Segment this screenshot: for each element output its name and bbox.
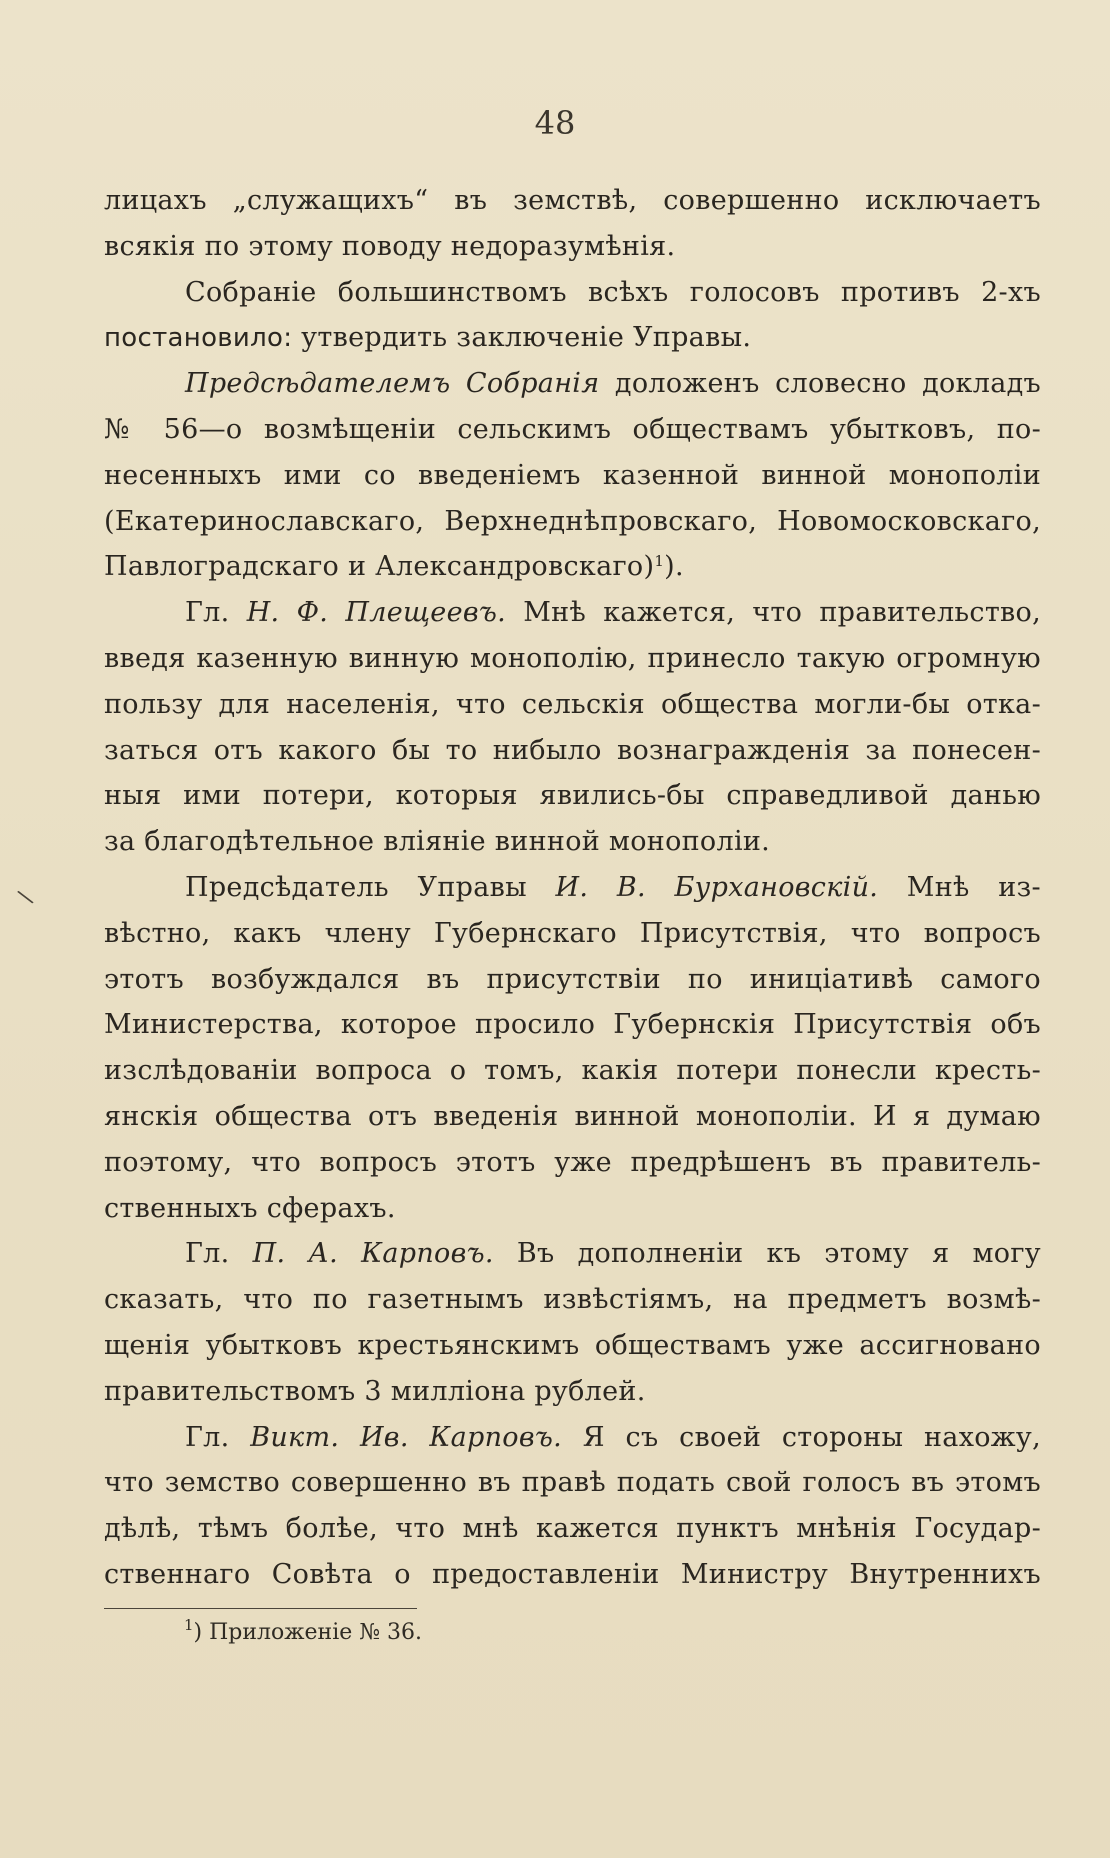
text-line: введя казенную винную монополію, принесло такую огромную <box>104 642 1041 674</box>
text-line: (Екатеринославскаго, Верхнеднѣпровскаго, Новомосковскаго, <box>104 505 1041 537</box>
text-line: сказать, что по газетнымъ извѣстіямъ, на предметъ возмѣ- <box>104 1284 1041 1316</box>
resolution-word: постановило: <box>104 323 293 354</box>
text-line: Гл. П. А. Карповъ. Въ дополненіи къ этому я могу <box>185 1238 1041 1270</box>
text-line: заться отъ какого бы то нибыло вознагражденія за понесен- <box>104 734 1041 766</box>
footnote-ref: 1 <box>654 552 665 571</box>
text-line: Гл. Н. Ф. Плещеевъ. Мнѣ кажется, что правительство, <box>185 597 1041 629</box>
text-line: щенія убытковъ крестьянскимъ обществамъ уже ассигновано <box>104 1329 1041 1361</box>
speaker-name: И. В. Бурхановскій. <box>555 871 879 903</box>
text-line: Гл. Викт. Ив. Карповъ. Я съ своей стороны нахожу, <box>185 1421 1041 1453</box>
text-line: что земство совершенно въ правѣ подать свой голосъ въ этомъ <box>104 1467 1041 1499</box>
text-line: Предсѣдателемъ Собранія доложенъ словесно докладъ <box>185 368 1041 400</box>
text-line: пользу для населенія, что сельскія общества могли-бы отка- <box>104 688 1041 720</box>
text-line: вѣстно, какъ члену Губернскаго Присутствія, что вопросъ <box>104 917 1041 949</box>
footnote-divider <box>104 1608 417 1609</box>
speaker-name: П. А. Карповъ. <box>252 1238 494 1270</box>
text-line: за благодѣтельное вліяніе винной монополіи. <box>104 826 771 858</box>
footnote <box>184 1618 422 1648</box>
text-line: янскія общества отъ введенія винной монополіи. И я думаю <box>104 1100 1041 1132</box>
text-line: изслѣдованіи вопроса о томъ, какія потери понесли кресть- <box>104 1055 1041 1087</box>
text-line: ственныхъ сферахъ. <box>104 1192 396 1224</box>
text-line: этотъ возбуждался въ присутствіи по иниціативѣ самого <box>104 963 1041 995</box>
text-line: Предсѣдатель Управы И. В. Бурхановскій. Мнѣ из- <box>185 871 1041 903</box>
text-line: ныя ими потери, которыя явились-бы справедливой данью <box>104 780 1041 812</box>
text-line: поэтому, что вопросъ этотъ уже предрѣшенъ въ правитель- <box>104 1146 1041 1178</box>
speaker-name: Предсѣдателемъ Собранія <box>185 368 600 400</box>
text-line: постановило: утвердить заключеніе Управы. <box>104 322 752 354</box>
page-number: 48 <box>534 104 576 142</box>
footnote-text: ) Приложеніе № 36. <box>193 1620 423 1645</box>
footnote-marker: 1 <box>184 1616 194 1634</box>
text-line: Министерства, которое просило Губернскія Присутствія объ <box>104 1009 1041 1041</box>
text-line: правительствомъ 3 милліона рублей. <box>104 1375 646 1407</box>
text-line: Павлоградскаго и Александровскаго)$^1$). <box>104 551 684 583</box>
text-line: лицахъ „служащихъ“ въ земствѣ, совершенно исключаетъ <box>104 185 1041 216</box>
body-text <box>104 178 1041 1598</box>
text-line: дѣлѣ, тѣмъ болѣе, что мнѣ кажется пунктъ мнѣнія Государ- <box>104 1513 1041 1545</box>
speaker-name: Н. Ф. Плещеевъ. <box>246 597 507 629</box>
margin-mark: \ <box>15 885 36 910</box>
text-line: № 56—о возмѣщеніи сельскимъ обществамъ убытковъ, по- <box>104 413 1041 445</box>
speaker-name: Викт. Ив. Карповъ. <box>250 1421 563 1453</box>
text-line: всякія по этому поводу недоразумѣнія. <box>104 230 676 262</box>
text-line: ственнаго Совѣта о предоставленіи Министру Внутреннихъ <box>104 1558 1041 1590</box>
text-line: несенныхъ ими со введеніемъ казенной винной монополіи <box>104 459 1041 491</box>
text-line: Собраніе большинствомъ всѣхъ голосовъ противъ 2-хъ <box>185 276 1041 308</box>
